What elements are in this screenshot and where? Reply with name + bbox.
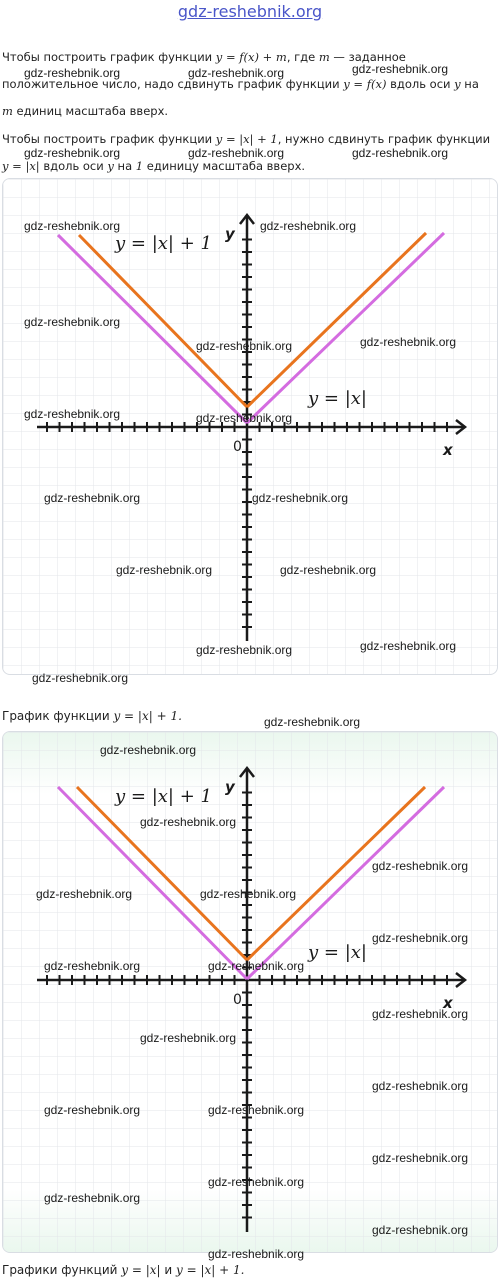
origin-label: 0 [233,439,242,455]
watermark: gdz-reshebnik.org [140,815,237,829]
watermark: gdz-reshebnik.org [188,146,285,160]
watermark: gdz-reshebnik.org [208,1175,305,1189]
origin-label: 0 [233,992,242,1008]
caption-1: График функции y = |x| + 1. [2,709,182,723]
graph-svg-1 [3,179,497,674]
watermark: gdz-reshebnik.org [24,315,121,329]
watermark: gdz-reshebnik.org [100,743,197,757]
watermark: gdz-reshebnik.org [32,671,129,685]
watermark: gdz-reshebnik.org [372,1079,469,1093]
watermark: gdz-reshebnik.org [188,66,285,80]
watermark: gdz-reshebnik.org [264,715,361,729]
watermark: gdz-reshebnik.org [24,66,121,80]
watermark: gdz-reshebnik.org [208,959,305,973]
watermark: gdz-reshebnik.org [44,959,141,973]
caption-2: Графики функций y = |x| и y = |x| + 1. [2,1263,245,1277]
watermark: gdz-reshebnik.org [372,1007,469,1021]
watermark: gdz-reshebnik.org [24,146,121,160]
watermark: gdz-reshebnik.org [360,639,457,653]
watermark: gdz-reshebnik.org [208,1103,305,1117]
watermark: gdz-reshebnik.org [352,62,449,76]
graph-svg-2 [3,732,497,1252]
watermark: gdz-reshebnik.org [196,643,293,657]
watermark: gdz-reshebnik.org [200,887,297,901]
watermark: gdz-reshebnik.org [44,1103,141,1117]
label-base: y = |x| [308,942,367,963]
watermark: gdz-reshebnik.org [280,563,377,577]
shift-paragraph: Чтобы построить график функции y = |x| + 1, нужно сдвинуть график функции y = |x| вдоль оси y на 1 единицу масштаба вверх. [2,132,491,173]
watermark: gdz-reshebnik.org [252,491,349,505]
label-base: y = |x| [308,388,367,409]
label-shifted: y = |x| + 1 [115,233,212,254]
watermark: gdz-reshebnik.org [352,146,449,160]
watermark: gdz-reshebnik.org [372,1151,469,1165]
watermark: gdz-reshebnik.org [208,1247,305,1261]
watermark: gdz-reshebnik.org [24,219,121,233]
graph-panel-1 [2,178,498,675]
watermark: gdz-reshebnik.org [196,339,293,353]
axis-label-x: x [443,994,453,1012]
watermark: gdz-reshebnik.org [140,1031,237,1045]
watermark: gdz-reshebnik.org [360,335,457,349]
site-title[interactable]: gdz-reshebnik.org [177,2,323,21]
label-shifted: y = |x| + 1 [115,786,212,807]
watermark: gdz-reshebnik.org [372,931,469,945]
watermark: gdz-reshebnik.org [260,219,357,233]
watermark: gdz-reshebnik.org [24,407,121,421]
intro-paragraph: Чтобы построить график функции y = f(x) + m, где m — заданное положительное число, надо сдвинуть график функции y = f(x) вдоль оси y на m единиц масштаба вверх. [2,50,479,118]
watermark: gdz-reshebnik.org [196,411,293,425]
watermark: gdz-reshebnik.org [36,887,133,901]
watermark: gdz-reshebnik.org [44,491,141,505]
watermark: gdz-reshebnik.org [372,1223,469,1237]
watermark: gdz-reshebnik.org [372,859,469,873]
axis-label-y: y [225,778,235,796]
watermark: gdz-reshebnik.org [116,563,213,577]
axis-label-x: x [443,441,453,459]
axis-label-y: y [225,225,235,243]
watermark: gdz-reshebnik.org [44,1191,141,1205]
